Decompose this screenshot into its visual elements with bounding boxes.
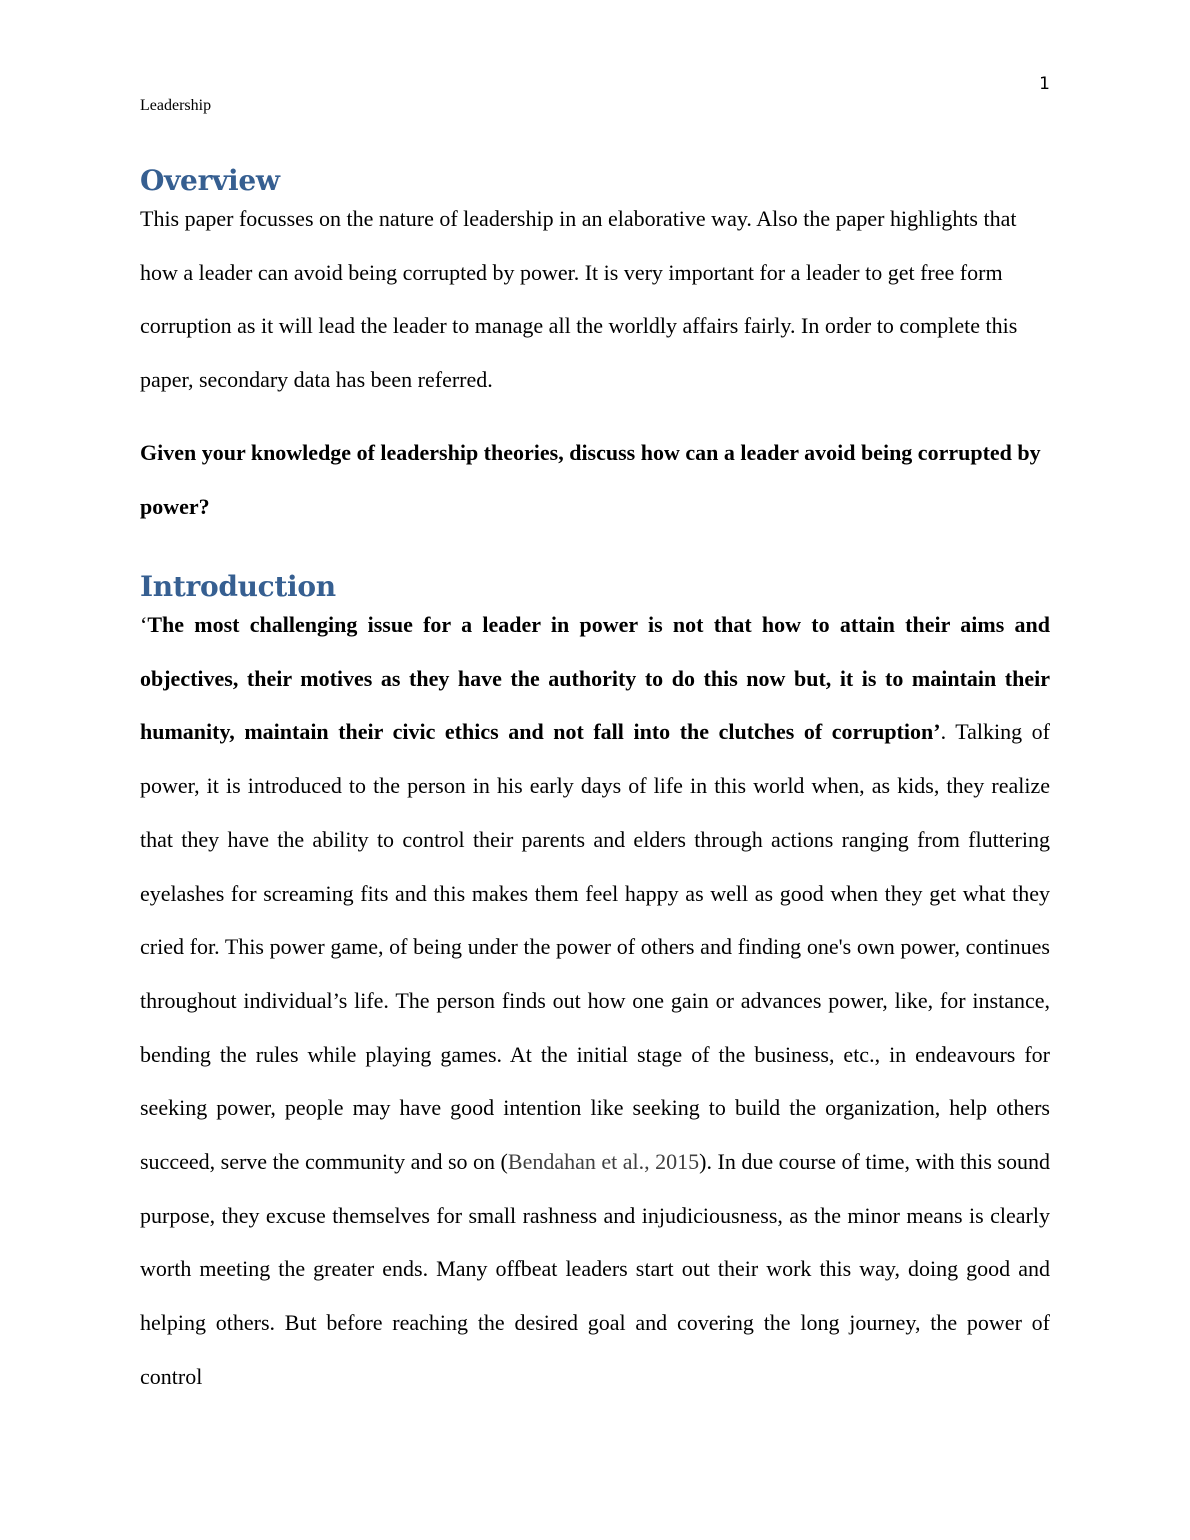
open-quote-mark: ‘: [140, 612, 148, 637]
introduction-heading: Introduction: [140, 570, 336, 603]
overview-paragraph: This paper focusses on the nature of leadership in an elaborative way. Also the paper highlights that how a leader can avoid being corrupted by power. It is very important for a leader to get free form corruption as it will lead the leader to manage all the worldly affairs fairly. In order to complete this paper, secondary data has been referred.: [140, 206, 1018, 393]
page-number: 1: [1039, 74, 1050, 94]
running-head: Leadership: [140, 97, 212, 114]
overview-heading: Overview: [140, 164, 280, 197]
leadership-quote: The most challenging issue for a leader in power is not that how to attain their aims and objectives, their motives as they have the authority to do this now but, it is to maintain their humanity, maintain their civic ethics and not fall into the clutches of corruption’: [140, 612, 1050, 745]
intro-body-text: . Talking of power, it is introduced to the person in his early days of life in this world when, as kids, they realize that they have the ability to control their parents and elders through actions ranging from fluttering eyelashes for screaming fits and this makes them feel happy as well as good when they get what they cried for. This power game, of being under the power of others and finding one's own power, continues throughout individual’s life. The person finds out how one gain or advances power, like, for instance, bending the rules while playing games. At the initial stage of the business, etc., in endeavours for seeking power, people may have good intention like seeking to build the organization, help others succeed, serve the community and so on (: [140, 719, 1050, 1175]
question-paragraph: Given your knowledge of leadership theories, discuss how can a leader avoid being corrupted by power?: [140, 440, 1041, 519]
intro-body-text-continued: ). In due course of time, with this sound purpose, they excuse themselves for small rashness and injudiciousness, as the minor means is clearly worth meeting the greater ends. Many offbeat leaders start out their work this way, doing good and helping others. But before reaching the desired goal and covering the long journey, the power of control: [140, 1149, 1050, 1389]
introduction-paragraph: [140, 598, 1050, 1404]
citation-link[interactable]: Bendahan et al., 2015: [507, 1149, 700, 1175]
